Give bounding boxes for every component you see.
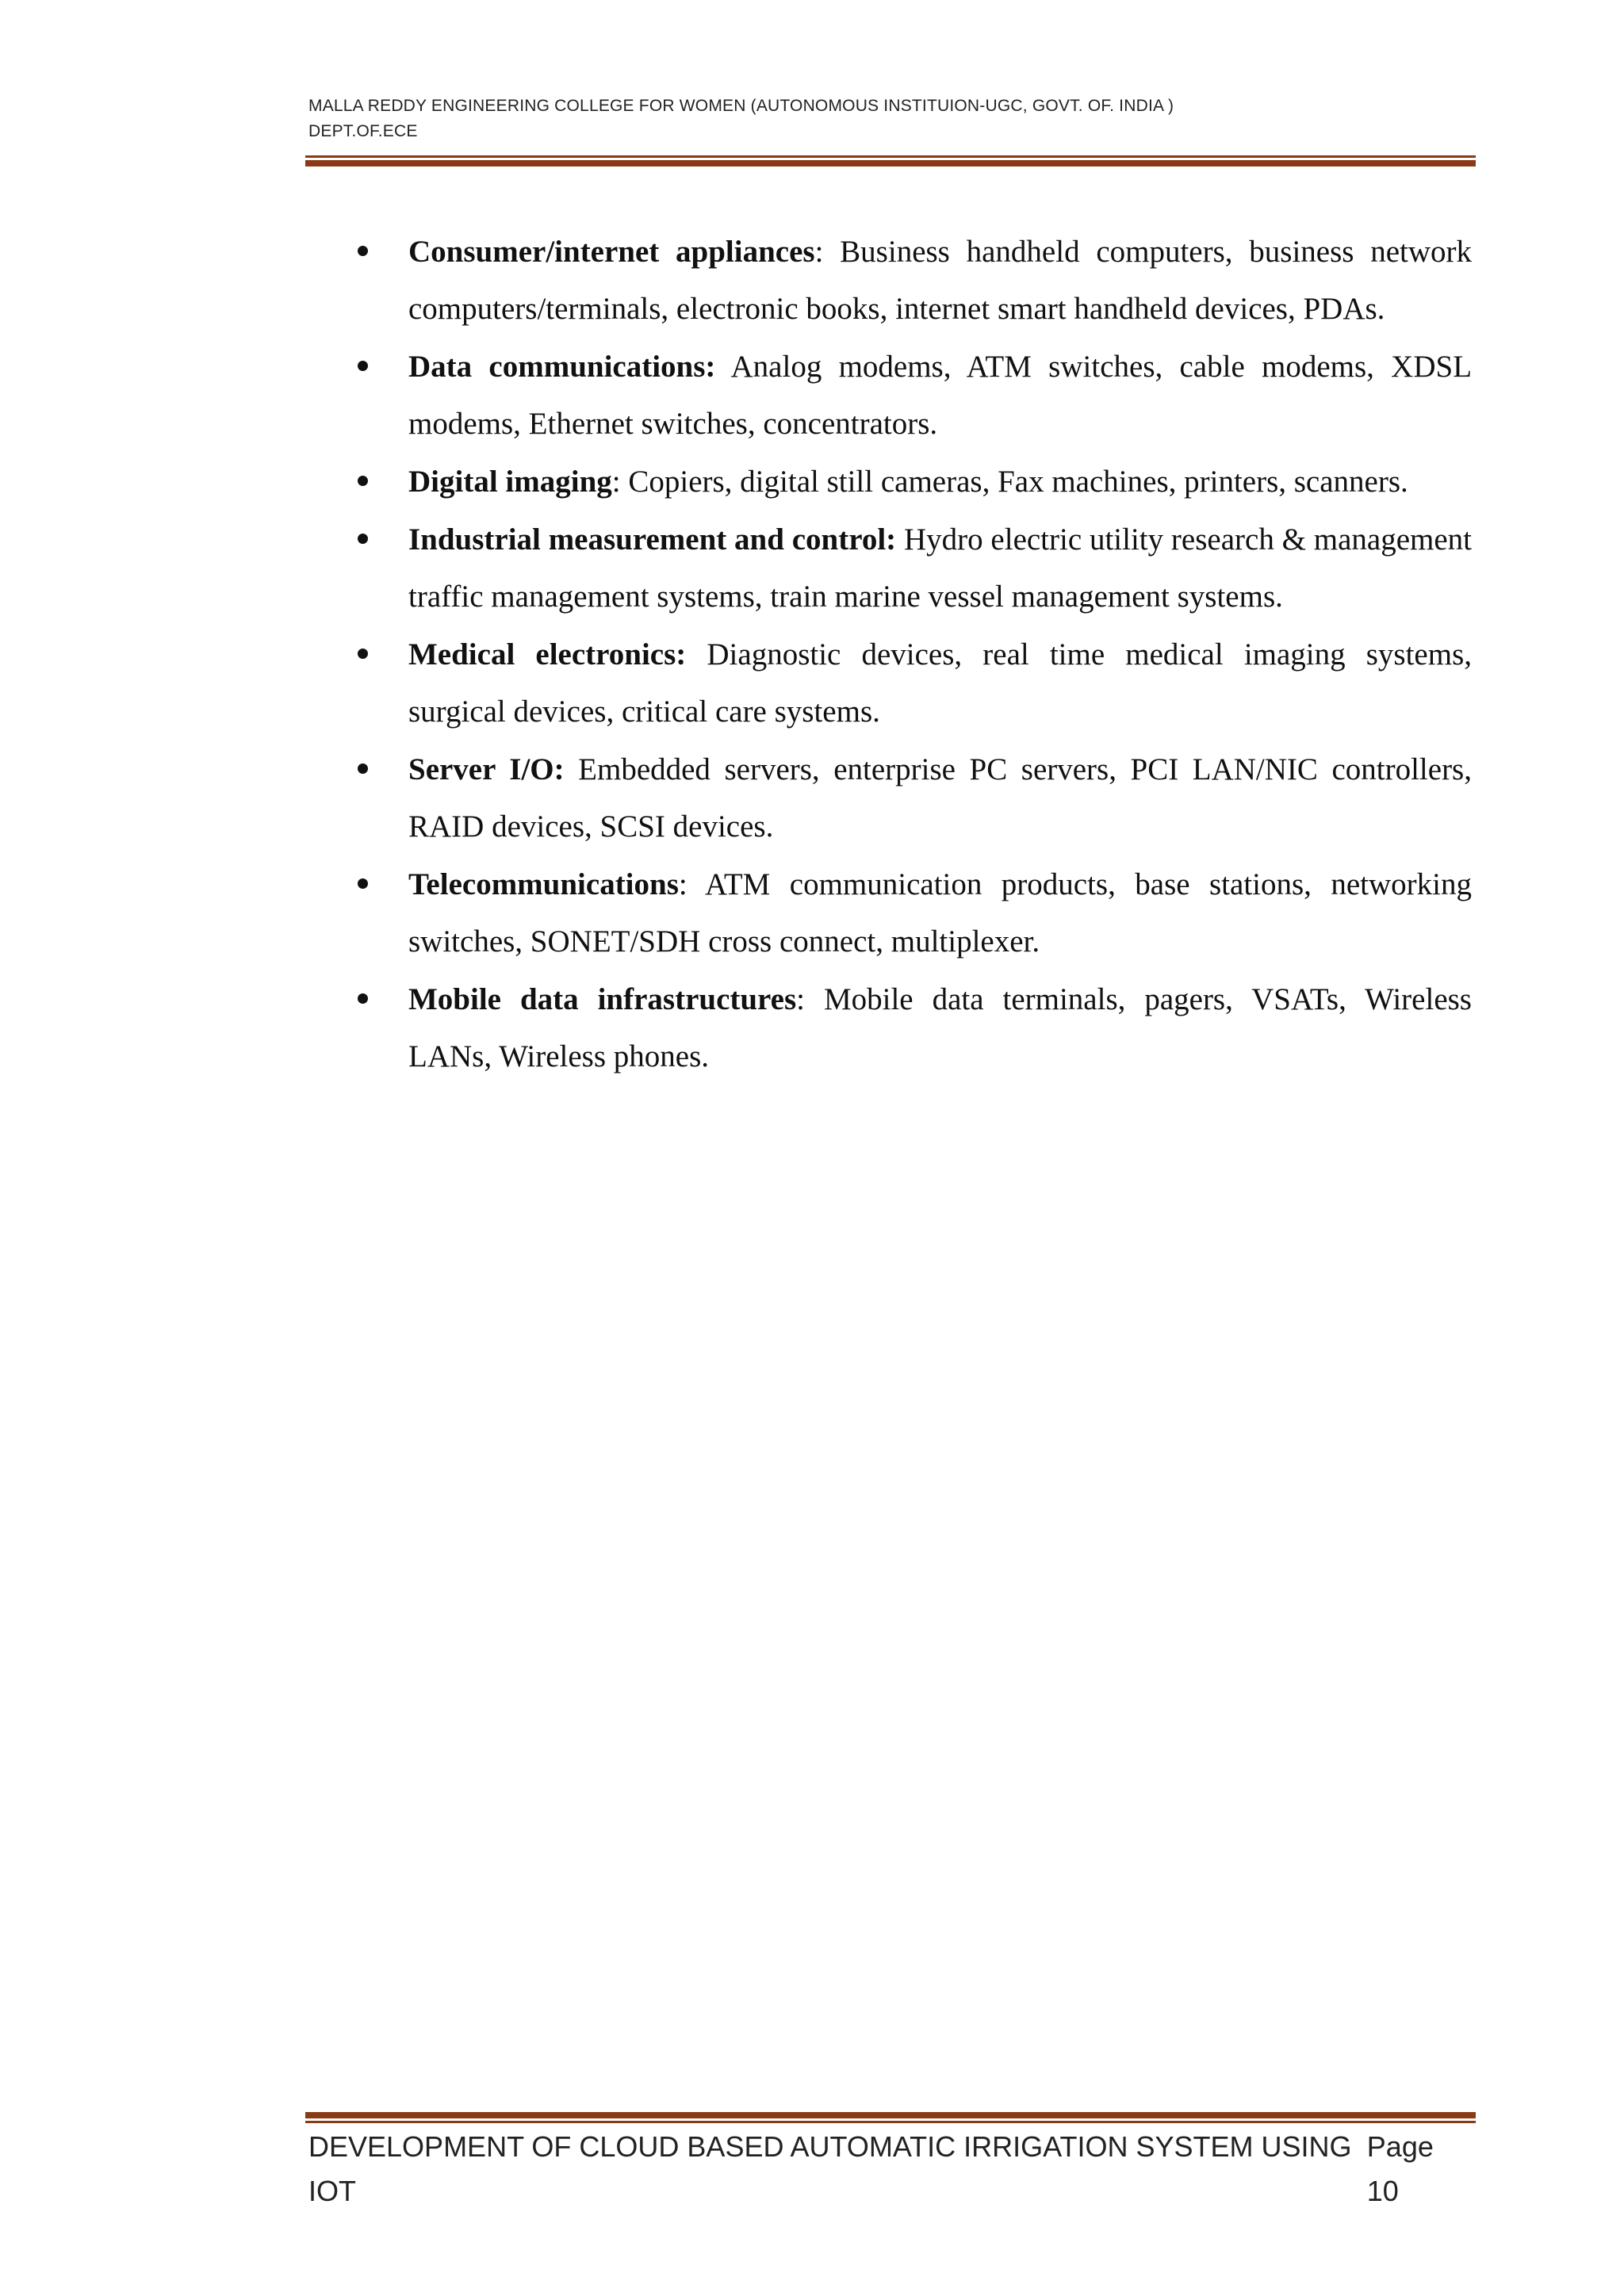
bullet-icon <box>358 361 368 371</box>
list-item <box>349 511 1472 626</box>
bullet-icon <box>358 246 368 256</box>
page-footer <box>308 2125 1469 2214</box>
item-term: Digital imaging <box>408 465 612 499</box>
item-text: Hydro electric utility research & management traffic management systems, train marine vessel management systems. <box>408 522 1473 614</box>
item-term: Industrial measurement and control: <box>408 522 897 557</box>
list-item: Telecommunications: ATM communication products, base stations, networking switches, SONET/SDH cross connect, multiplexer. <box>349 856 1472 970</box>
list-item <box>349 339 1472 453</box>
list-item <box>349 741 1472 855</box>
list-item: Digital imaging: Copiers, digital still cameras, Fax machines, printers, scanners. <box>349 453 1472 511</box>
bullet-icon <box>358 649 368 659</box>
list-item: Mobile data infrastructures: Mobile data terminals, pagers, VSATs, Wireless LANs, Wireless phones. <box>349 971 1472 1085</box>
item-text: Mobile data terminals, pagers, VSATs, Wireless LANs, Wireless phones. <box>408 982 1472 1073</box>
bullet-icon <box>358 476 368 486</box>
item-text: Diagnostic devices, real time medical imaging systems, surgical devices, critical care systems. <box>408 637 1473 729</box>
bullet-icon <box>358 763 368 774</box>
footer-rule <box>305 2112 1476 2123</box>
header-rule <box>305 155 1476 166</box>
list-item: Consumer/internet appliances: Business handheld computers, business network computers/terminals, electronic books, internet smart handheld devices, PDAs. <box>349 224 1472 338</box>
item-text: Copiers, digital still cameras, Fax machines, printers, scanners. <box>628 465 1408 499</box>
item-term: Consumer/internet appliances <box>408 235 815 269</box>
application-list <box>349 224 1472 1085</box>
main-content <box>349 224 1472 1086</box>
bullet-icon <box>358 534 368 544</box>
item-term: Telecommunications <box>408 867 679 901</box>
item-term: Medical electronics: <box>408 637 687 672</box>
bullet-icon <box>358 878 368 889</box>
item-term: Mobile data infrastructures <box>408 982 797 1016</box>
page-header <box>308 94 1474 144</box>
item-text: ATM communication products, base stations, networking switches, SONET/SDH cross connect, multiplexer. <box>408 867 1472 959</box>
list-item <box>349 626 1472 740</box>
item-term: Data communications: <box>408 350 716 384</box>
header-department: DEPT.OF.ECE <box>308 122 418 140</box>
page-number: Page 10 <box>1366 2130 1434 2207</box>
item-text: Analog modems, ATM switches, cable modems, XDSL modems, Ethernet switches, concentrators. <box>408 350 1473 441</box>
header-institution: MALLA REDDY ENGINEERING COLLEGE FOR WOMEN (AUTONOMOUS INSTITUION-UGC, GOVT. OF. INDIA ) <box>308 97 1174 115</box>
item-text: Business handheld computers, business network computers/terminals, electronic books, internet smart handheld devices, PDAs. <box>408 235 1472 326</box>
item-term: Server I/O: <box>408 752 565 786</box>
footer-title: DEVELOPMENT OF CLOUD BASED AUTOMATIC IRRIGATION SYSTEM USING IOT <box>308 2130 1352 2207</box>
bullet-icon <box>358 993 368 1004</box>
item-text: Embedded servers, enterprise PC servers, PCI LAN/NIC controllers, RAID devices, SCSI devices. <box>408 752 1472 844</box>
